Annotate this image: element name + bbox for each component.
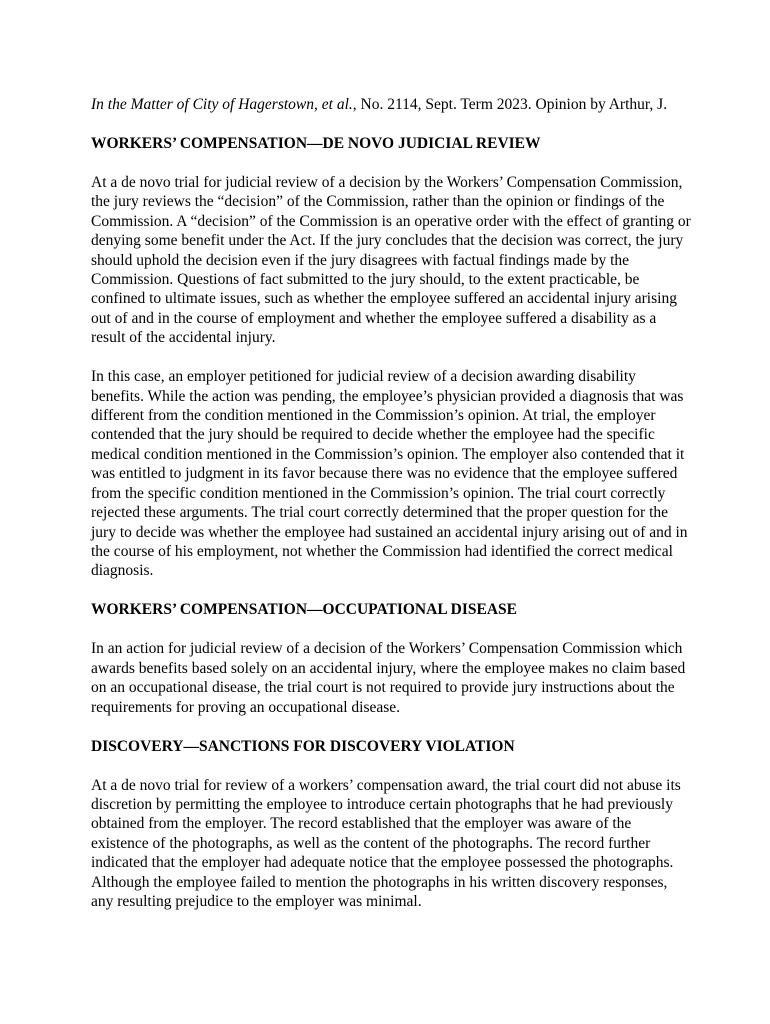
section-occupational-disease	[91, 600, 691, 717]
section-heading: DISCOVERY—SANCTIONS FOR DISCOVERY VIOLATION	[91, 737, 515, 755]
citation-details: , No. 2114, Sept. Term 2023. Opinion by Arthur, J.	[352, 96, 668, 113]
paragraph: In this case, an employer petitioned for judicial review of a decision awarding disability benefits. While the action was pending, the employee’s physician provided a diagnosis that was different from the condition mentioned in the Commission’s opinion. At trial, the employer contended that the jury should be required to decide whether the employee had the specific medical condition mentioned in the Commission’s opinion. The employer also contended that it was entitled to judgment in its favor because there was no evidence that the employee suffered from the specific condition mentioned in the Commission’s opinion. The trial court correctly rejected these arguments. The trial court correctly determined that the proper question for the jury to decide was whether the employee had sustained an accidental injury arising out of and in the course of his employment, not whether the Commission had identified the correct medical diagnosis.	[91, 368, 688, 580]
paragraph: At a de novo trial for review of a workers’ compensation award, the trial court did not abuse its discretion by permitting the employee to introduce certain photographs that he had previously obtained from the employer. The record established that the employer was aware of the existence of the photographs, as well as the content of the photographs. The record further indicated that the employer had adequate notice that the employee possessed the photographs. Although the employee failed to mention the photographs in his written discovery responses, any resulting prejudice to the employer was minimal.	[91, 776, 681, 910]
paragraph: In an action for judicial review of a decision of the Workers’ Compensation Commission which awards benefits based solely on an accidental injury, where the employee makes no claim based on an occupational disease, the trial court is not required to provide jury instructions about the requirements for proving an occupational disease.	[91, 640, 686, 716]
document-page	[91, 95, 691, 931]
case-name: In the Matter of City of Hagerstown, et al.	[91, 96, 353, 113]
section-de-novo-review	[91, 134, 691, 581]
paragraph: At a de novo trial for judicial review of a decision by the Workers’ Compensation Commission, the jury reviews the “decision” of the Commission, rather than the opinion or findings of the Commission. A “decision” of the Commission is an operative order with the effect of granting or denying some benefit under the Act. If the jury concludes that the decision was correct, the jury should uphold the decision even if the jury disagrees with factual findings made by the Commission. Questions of fact submitted to the jury should, to the extent practicable, be confined to ultimate issues, such as whether the employee suffered an accidental injury arising out of and in the course of employment and whether the employee suffered a disability as a result of the accidental injury.	[91, 174, 691, 347]
section-heading: WORKERS’ COMPENSATION—OCCUPATIONAL DISEASE	[91, 601, 518, 619]
section-heading: WORKERS’ COMPENSATION—DE NOVO JUDICIAL REVIEW	[91, 135, 541, 152]
case-citation	[91, 95, 691, 114]
section-discovery-sanctions	[91, 737, 691, 912]
